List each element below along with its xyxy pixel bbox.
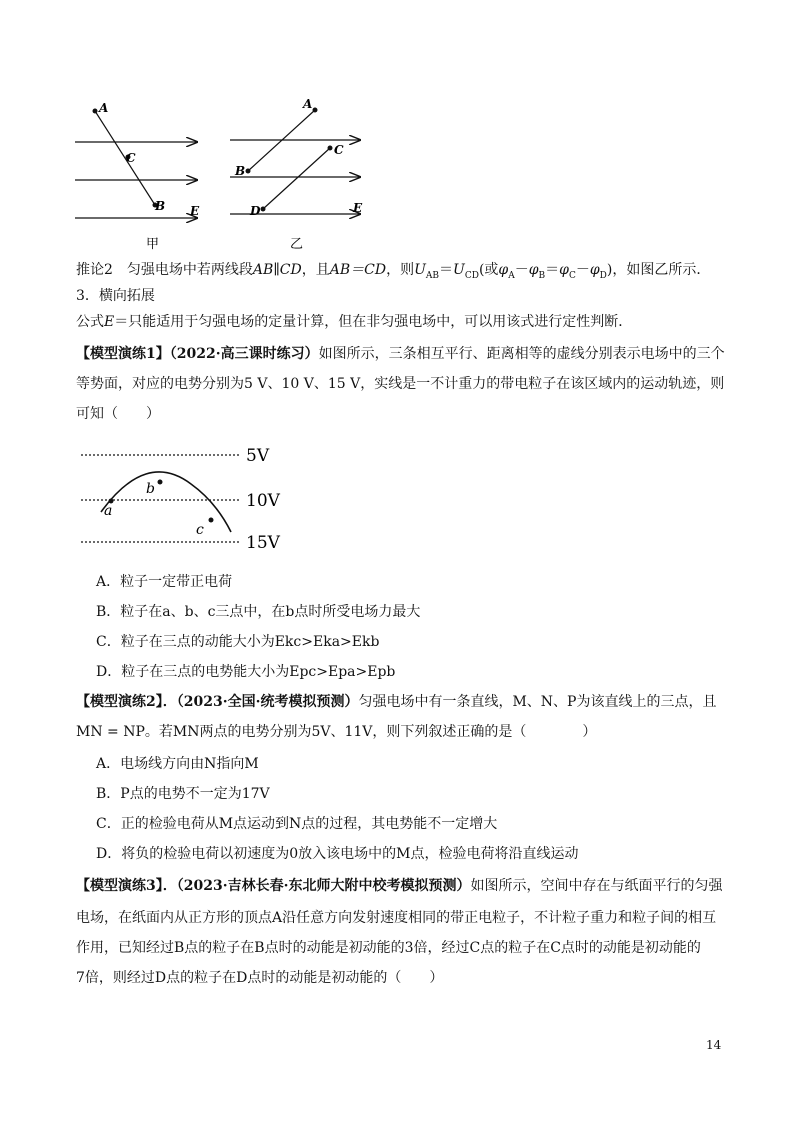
label-d: D bbox=[250, 204, 261, 218]
label-b: B bbox=[155, 199, 166, 213]
q2-line2: MN = NP。若MN两点的电势分别为5V、11V，则下列叙述正确的是（ ） bbox=[76, 724, 597, 740]
q3-tag: 【模型演练3】．（2023·吉林长春·东北师大附中校考模拟预测） bbox=[76, 878, 471, 894]
label-b: b bbox=[146, 481, 155, 497]
label-15v: 15V bbox=[246, 533, 280, 553]
trajectory bbox=[101, 472, 231, 532]
q2-tag: 【模型演练2】．（2023·全国·统考模拟预测） bbox=[76, 694, 359, 710]
label-jia: 甲 bbox=[146, 237, 160, 252]
label-a: a bbox=[104, 503, 113, 519]
q1-tag: 【模型演练1】（2022·高三课时练习） bbox=[76, 346, 319, 362]
q3-line2: 电场，在纸面内从正方形的顶点A沿任意方向发射速度相同的带正电粒子，不计粒子重力和粒子间的相互 bbox=[76, 910, 717, 926]
point-a bbox=[93, 109, 98, 114]
q3-line3: 作用，已知经过B点的粒子在B点时的动能是初动能的3倍，经过C点的粒子在C点时的动能是初动能的 bbox=[76, 940, 701, 956]
q1-option-b: B．粒子在a、b、c三点中，在b点时所受电场力最大 bbox=[96, 604, 421, 620]
q1-option-d: D．粒子在三点的电势能大小为Epc>Epa>Epb bbox=[96, 664, 396, 680]
q1-line2: 等势面，对应的电势分别为5 V、10 V、15 V，实线是一不计重力的带电粒子在该区域内的运动轨迹，则 bbox=[76, 376, 725, 392]
segment-cd bbox=[263, 148, 330, 209]
label-b: B bbox=[235, 164, 246, 178]
label-a: A bbox=[303, 97, 313, 111]
q1-option-c: C．粒子在三点的动能大小为Ekc>Eka>Ekb bbox=[96, 634, 380, 650]
q3-line4: 7倍，则经过D点的粒子在D点时的动能是初动能的（ ） bbox=[76, 970, 444, 986]
field-lines-figure bbox=[70, 95, 380, 255]
q2-option-b: B．P点的电势不一定为17V bbox=[96, 786, 270, 802]
label-yi: 乙 bbox=[290, 237, 304, 252]
label-c: c bbox=[196, 522, 204, 538]
figure-yi bbox=[230, 97, 363, 252]
label-c: C bbox=[126, 151, 136, 165]
page-number: 14 bbox=[706, 1038, 722, 1052]
label-e: E bbox=[190, 204, 200, 218]
label-a: A bbox=[99, 101, 109, 115]
q3-line1: 【模型演练3】．（2023·吉林长春·东北师大附中校考模拟预测）如图所示，空间中存在与纸面平行的匀强 bbox=[76, 878, 723, 894]
point-a bbox=[313, 108, 318, 113]
point-d bbox=[261, 207, 266, 212]
figure-jia bbox=[75, 101, 200, 252]
point-b bbox=[246, 169, 251, 174]
formula-line: 公式E＝只能适用于匀强电场的定量计算，但在非匀强电场中，可以用该式进行定性判断． bbox=[76, 314, 633, 330]
point-c bbox=[328, 146, 333, 151]
q2-option-c: C．正的检验电荷从M点运动到N点的过程，其电势能不一定增大 bbox=[96, 816, 498, 832]
q1-line1: 【模型演练1】（2022·高三课时练习）如图所示，三条相互平行、距离相等的虚线分别表示电场中的三个 bbox=[76, 346, 725, 362]
point-b bbox=[158, 480, 163, 485]
label-10v: 10V bbox=[246, 491, 280, 511]
q2-option-a: A．电场线方向由N指向M bbox=[96, 756, 259, 772]
q2-option-d: D．将负的检验电荷以初速度为0放入该电场中的M点，检验电荷将沿直线运动 bbox=[96, 846, 579, 862]
label-e: E bbox=[353, 201, 363, 215]
q1-option-a: A．粒子一定带正电荷 bbox=[96, 574, 233, 590]
section-3-heading: 3．横向拓展 bbox=[76, 288, 155, 304]
q1-line3: 可知（ ） bbox=[76, 406, 160, 422]
point-c bbox=[209, 518, 214, 523]
q2-line1: 【模型演练2】．（2023·全国·统考模拟预测）匀强电场中有一条直线，M、N、P为该直线上的三点，且 bbox=[76, 694, 717, 710]
segment-ab bbox=[95, 111, 155, 205]
label-c: C bbox=[334, 143, 344, 157]
corollary-2: 推论2 匀强电场中若两线段AB∥CD，且AB＝CD，则$U_{AB}=U_{CD}$(或$\varphi_A-\varphi_B=\varphi_C-\varphi_D$)，如图乙所示． bbox=[76, 262, 711, 281]
equipotential-figure bbox=[76, 440, 316, 560]
label-5v: 5V bbox=[246, 446, 270, 466]
